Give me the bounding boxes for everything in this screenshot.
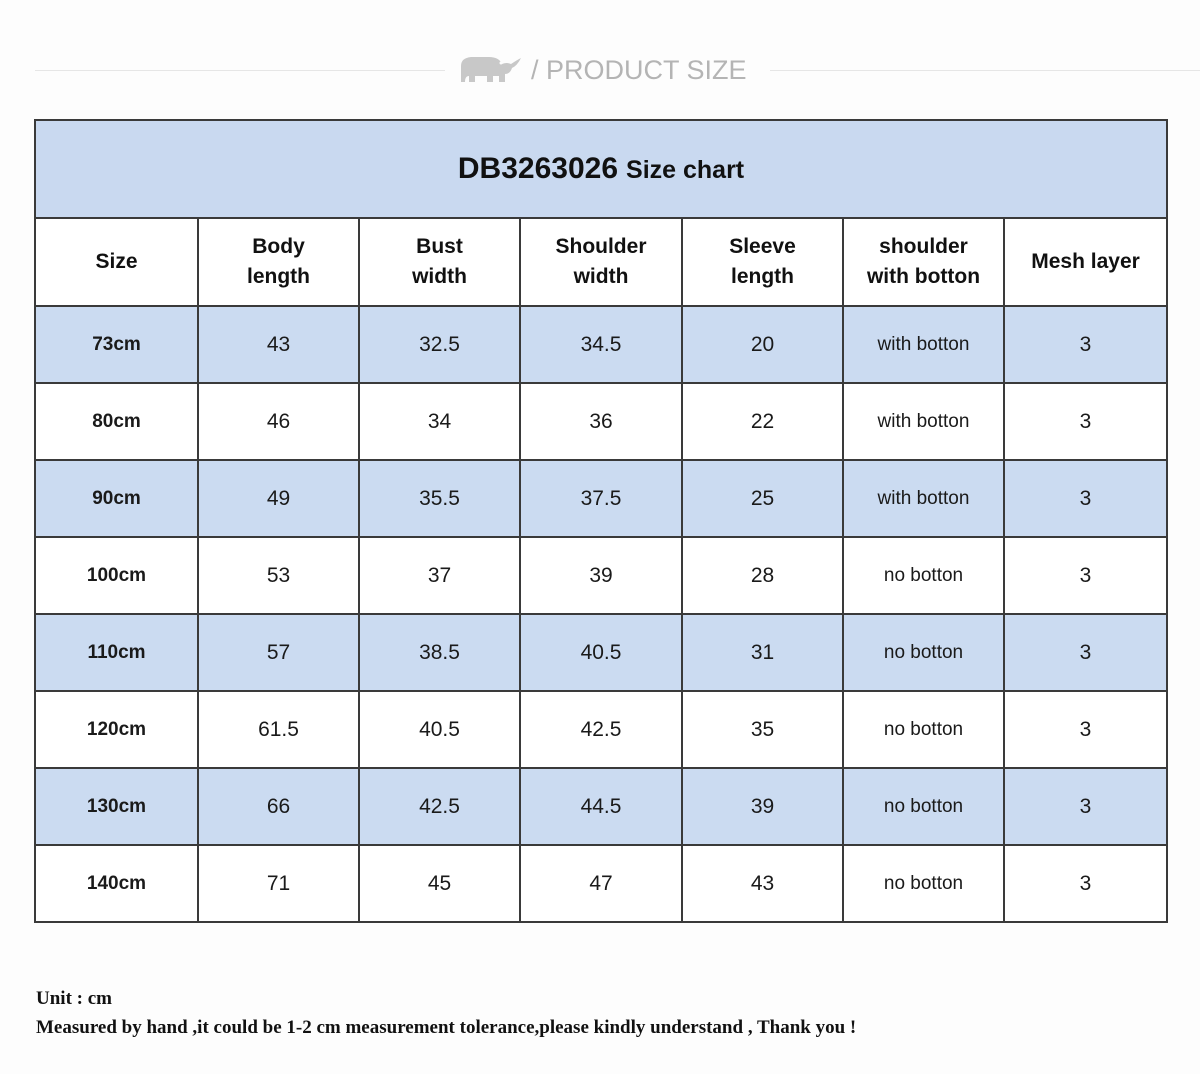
- table-cell: 36: [520, 383, 682, 460]
- table-cell: 140cm: [35, 845, 198, 922]
- table-cell: 57: [198, 614, 359, 691]
- table-cell: 34: [359, 383, 520, 460]
- table-cell: 49: [198, 460, 359, 537]
- column-header-shoulder-button: shoulder with botton: [843, 218, 1004, 306]
- table-cell: with botton: [843, 383, 1004, 460]
- table-cell: 40.5: [359, 691, 520, 768]
- table-cell: 80cm: [35, 383, 198, 460]
- table-cell: no botton: [843, 845, 1004, 922]
- table-cell: 32.5: [359, 306, 520, 383]
- table-cell: 39: [520, 537, 682, 614]
- size-chart-label: Size chart: [626, 156, 745, 184]
- column-header-mesh-layer: Mesh layer: [1004, 218, 1167, 306]
- table-cell: 61.5: [198, 691, 359, 768]
- table-cell: 3: [1004, 768, 1167, 845]
- table-cell: 45: [359, 845, 520, 922]
- tolerance-note: Measured by hand ,it could be 1-2 cm measurement tolerance,please kindly understand , Thank you !: [36, 1017, 857, 1038]
- header-divider-left: [35, 70, 445, 71]
- size-chart-table: [34, 119, 1168, 923]
- column-header-sleeve-length: Sleeve length: [682, 218, 843, 306]
- table-row: [35, 460, 1167, 537]
- table-cell: 38.5: [359, 614, 520, 691]
- table-cell: 40.5: [520, 614, 682, 691]
- table-cell: 66: [198, 768, 359, 845]
- table-cell: 3: [1004, 460, 1167, 537]
- table-cell: 90cm: [35, 460, 198, 537]
- table-cell: 31: [682, 614, 843, 691]
- table-cell: 3: [1004, 691, 1167, 768]
- notes: [36, 984, 1176, 1042]
- header-center: [455, 50, 747, 90]
- table-row: [35, 845, 1167, 922]
- table-cell: 46: [198, 383, 359, 460]
- column-header-row: [35, 218, 1167, 306]
- unit-note: Unit : cm: [36, 988, 112, 1009]
- table-title: [35, 120, 1167, 218]
- table-cell: 37.5: [520, 460, 682, 537]
- table-row: [35, 614, 1167, 691]
- table-cell: no botton: [843, 614, 1004, 691]
- table-cell: 37: [359, 537, 520, 614]
- table-cell: 25: [682, 460, 843, 537]
- table-cell: no botton: [843, 537, 1004, 614]
- table-cell: 3: [1004, 306, 1167, 383]
- table-cell: 3: [1004, 383, 1167, 460]
- column-header-shoulder-width: Shoulder width: [520, 218, 682, 306]
- table-title-row: [35, 120, 1167, 218]
- table-cell: 120cm: [35, 691, 198, 768]
- column-header-bust-width: Bust width: [359, 218, 520, 306]
- table-cell: with botton: [843, 306, 1004, 383]
- table-cell: 3: [1004, 537, 1167, 614]
- product-code: DB3263026: [457, 152, 619, 185]
- table-cell: 28: [682, 537, 843, 614]
- table-cell: no botton: [843, 768, 1004, 845]
- column-header-size: Size: [35, 218, 198, 306]
- table-cell: 44.5: [520, 768, 682, 845]
- table-cell: 3: [1004, 614, 1167, 691]
- table-cell: 100cm: [35, 537, 198, 614]
- table-row: [35, 691, 1167, 768]
- table-cell: 3: [1004, 845, 1167, 922]
- table-cell: 73cm: [35, 306, 198, 383]
- table-cell: 20: [682, 306, 843, 383]
- product-size-header: [0, 40, 1200, 100]
- table-cell: 53: [198, 537, 359, 614]
- table-cell: 22: [682, 383, 843, 460]
- table-row: [35, 383, 1167, 460]
- table-cell: with botton: [843, 460, 1004, 537]
- table-row: [35, 537, 1167, 614]
- table-cell: 43: [682, 845, 843, 922]
- table-cell: 39: [682, 768, 843, 845]
- table-cell: 71: [198, 845, 359, 922]
- header-title: / PRODUCT SIZE: [531, 54, 747, 85]
- table-cell: 42.5: [359, 768, 520, 845]
- header-divider-right: [770, 70, 1200, 71]
- table-cell: 35.5: [359, 460, 520, 537]
- table-cell: no botton: [843, 691, 1004, 768]
- column-header-body-length: Body length: [198, 218, 359, 306]
- table-row: [35, 768, 1167, 845]
- table-cell: 34.5: [520, 306, 682, 383]
- table-cell: 47: [520, 845, 682, 922]
- elephant-icon: [455, 52, 523, 88]
- table-row: [35, 306, 1167, 383]
- table-cell: 43: [198, 306, 359, 383]
- table-cell: 130cm: [35, 768, 198, 845]
- table-cell: 110cm: [35, 614, 198, 691]
- table-cell: 42.5: [520, 691, 682, 768]
- table-body: [35, 306, 1167, 922]
- table-cell: 35: [682, 691, 843, 768]
